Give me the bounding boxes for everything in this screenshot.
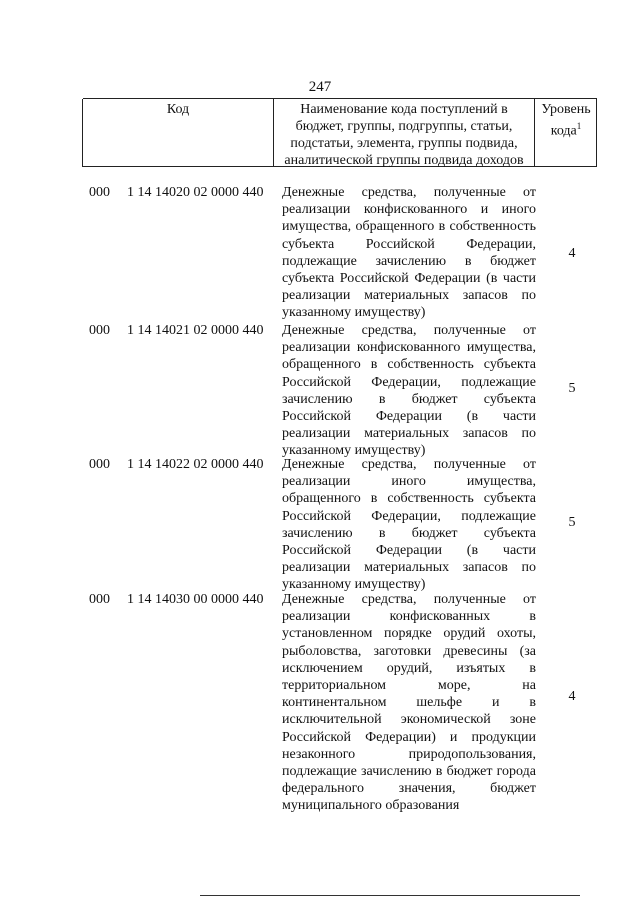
header-level-footnote: 1 — [576, 121, 582, 131]
page-number: 247 — [308, 79, 332, 95]
code-level: 5 — [568, 515, 576, 530]
revenue-description: Денежные средства, полученные от реализации конфискованного и иного имущества, обращенного в собственность субъекта Российской Федерации, подлежащие зачислению в бюджет субъекта Российской Федерации (в части реализации материальных запасов по указанному имуществу) — [282, 185, 536, 321]
code-level: 5 — [568, 381, 576, 396]
header-divider-1 — [273, 99, 274, 167]
header-name: Наименование кода поступлений в бюджет, группы, подгруппы, статьи, подстатьи, элемента, группы подвида, аналитической группы подвида доходов — [284, 102, 524, 168]
revenue-description: Денежные средства, полученные от реализации конфискованных в установленном порядке орудий охоты, рыболовства, заготовки древесины (за исключением орудий, изъятых в территориальном море, на континентальном шельфе и в исключительной экономической зоне Российской Федерации) и продукции незаконного природопользования, подлежащие зачислению в бюджет города федерального значения, бюджет муниципального образования — [282, 592, 536, 814]
header-divider-2 — [534, 99, 535, 167]
table-header — [83, 98, 597, 167]
header-level — [536, 101, 596, 140]
header-code: Код — [166, 102, 190, 117]
revenue-code: 1 14 14022 02 0000 440 — [127, 457, 264, 472]
revenue-code: 1 14 14030 00 0000 440 — [127, 592, 264, 607]
bottom-rule — [200, 895, 580, 896]
code-level: 4 — [568, 689, 576, 704]
revenue-description: Денежные средства, полученные от реализации конфискованного имущества, обращенного в собственность субъекта Российской Федерации, подлежащие зачислению в бюджет субъекта Российской Федерации (в части реализации материальных запасов по указанному имуществу) — [282, 323, 536, 459]
revenue-description: Денежные средства, полученные от реализации иного имущества, обращенного в собственность субъекта Российской Федерации, подлежащие зачислению в бюджет субъекта Российской Федерации (в части реализации материальных запасов по указанному имуществу) — [282, 457, 536, 593]
header-level-text: Уровень кода — [541, 102, 591, 139]
code-level: 4 — [568, 246, 576, 261]
revenue-code: 1 14 14021 02 0000 440 — [127, 323, 264, 338]
admin-code: 000 — [89, 323, 110, 338]
header-border-right — [596, 99, 597, 167]
admin-code: 000 — [89, 185, 110, 200]
admin-code: 000 — [89, 592, 110, 607]
admin-code: 000 — [89, 457, 110, 472]
revenue-code: 1 14 14020 02 0000 440 — [127, 185, 264, 200]
